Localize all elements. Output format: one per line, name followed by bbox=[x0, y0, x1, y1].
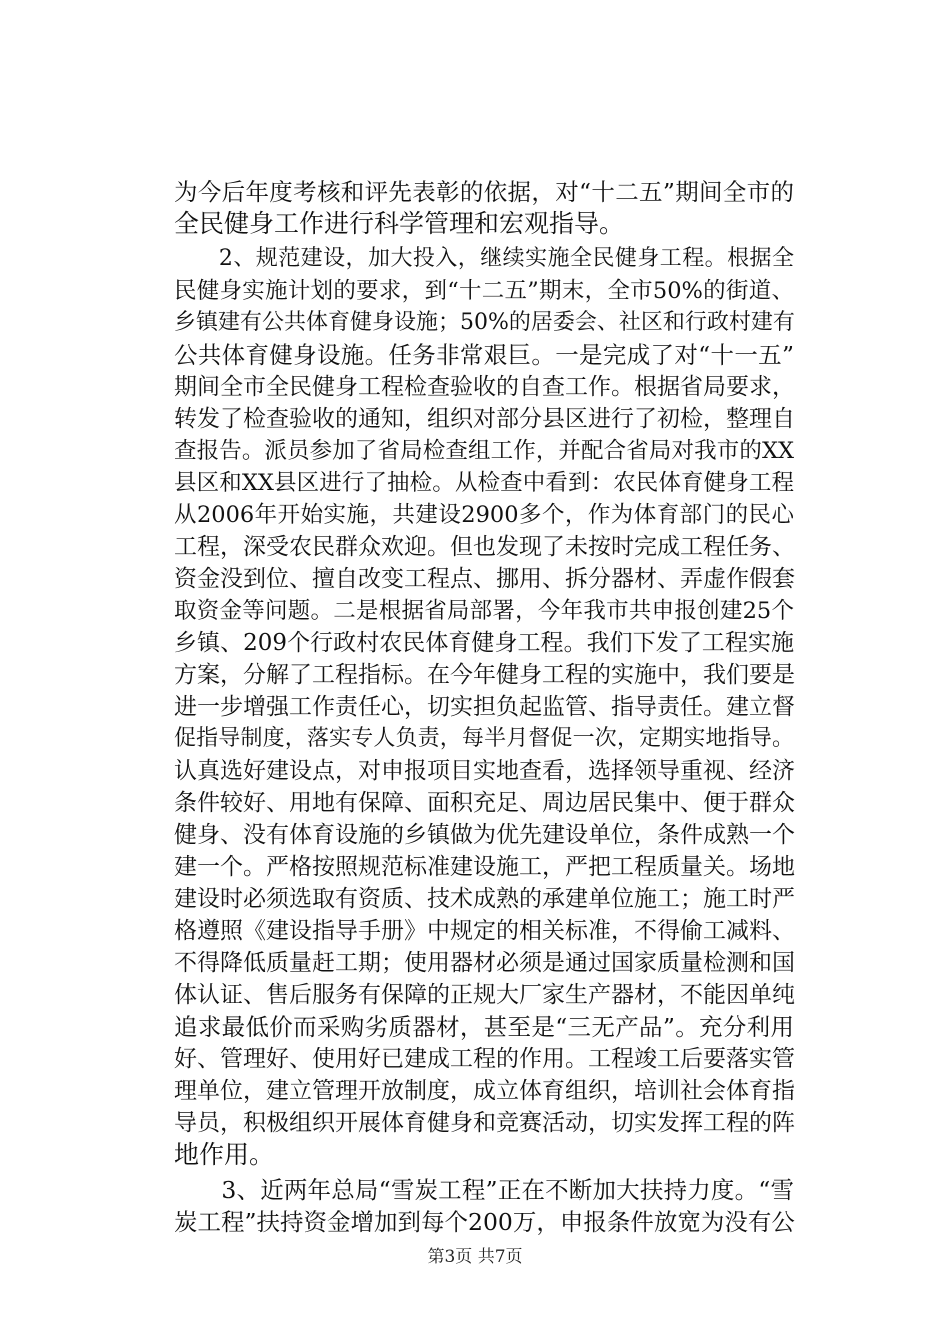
text-line: 县区和XX县区进行了抽检。从检查中看到：农民体育健身工程 bbox=[174, 470, 794, 496]
text-line: 公共体育健身设施。任务非常艰巨。一是完成了对“十一五” bbox=[174, 341, 794, 369]
text-line: 地作用。 bbox=[174, 1140, 275, 1169]
text-line: 转发了检查验收的通知，组织对部分县区进行了初检，整理自 bbox=[174, 406, 795, 432]
text-line: 期间全市全民健身工程检查验收的自查工作。根据省局要求， bbox=[174, 374, 795, 400]
text-line: 促指导制度，落实专人负责，每半月督促一次，定期实地指导。 bbox=[174, 726, 794, 751]
text-line: 2、规范建设，加大投入，继续实施全民健身工程。根据全 bbox=[174, 246, 794, 271]
text-line: 方案，分解了工程指标。在今年健身工程的实施中，我们要是 bbox=[174, 662, 795, 688]
text-line: 体认证、售后服务有保障的正规大厂家生产器材，不能因单纯 bbox=[174, 982, 795, 1008]
text-line: 乡镇建有公共体育健身设施；50%的居委会、社区和行政村建有 bbox=[174, 310, 795, 335]
text-line: 资金没到位、擅自改变工程点、挪用、拆分器材、弄虚作假套 bbox=[174, 566, 795, 592]
page-number-footer: 第3页 共7页 bbox=[427, 1247, 523, 1267]
text-line: 炭工程”扶持资金增加到每个200万，申报条件放宽为没有公 bbox=[174, 1208, 795, 1236]
text-line: 乡镇、209个行政村农民体育健身工程。我们下发了工程实施 bbox=[174, 630, 794, 656]
text-line: 理单位，建立管理开放制度，成立体育组织，培训社会体育指 bbox=[174, 1078, 795, 1104]
text-line: 建设时必须选取有资质、技术成熟的承建单位施工；施工时严 bbox=[174, 886, 795, 912]
text-line: 条件较好、用地有保障、面积充足、周边居民集中、便于群众 bbox=[174, 790, 795, 816]
text-line: 为今后年度考核和评先表彰的依据，对“十二五”期间全市的 bbox=[174, 178, 794, 206]
text-line: 健身、没有体育设施的乡镇做为优先建设单位，条件成熟一个 bbox=[174, 822, 795, 848]
text-line: 建一个。严格按照规范标准建设施工，严把工程质量关。场地 bbox=[174, 854, 795, 880]
text-line: 导员，积极组织开展体育健身和竞赛活动，切实发挥工程的阵 bbox=[174, 1110, 795, 1136]
text-line: 不得降低质量赶工期；使用器材必须是通过国家质量检测和国 bbox=[174, 950, 795, 976]
text-line: 取资金等问题。二是根据省局部署，今年我市共申报创建25个 bbox=[174, 598, 794, 624]
text-line: 认真选好建设点，对申报项目实地查看，选择领导重视、经济 bbox=[174, 758, 795, 784]
text-line: 3、近两年总局“雪炭工程”正在不断加大扶持力度。“雪 bbox=[174, 1176, 794, 1204]
text-line: 全民健身工作进行科学管理和宏观指导。 bbox=[174, 209, 625, 238]
text-line: 进一步增强工作责任心，切实担负起监管、指导责任。建立督 bbox=[174, 694, 795, 720]
text-line: 追求最低价而采购劣质器材，甚至是“三无产品”。充分利用 bbox=[174, 1013, 794, 1041]
text-line: 查报告。派员参加了省局检查组工作，并配合省局对我市的XX bbox=[174, 438, 794, 464]
text-line: 民健身实施计划的要求，到“十二五”期末，全市50%的街道、 bbox=[174, 278, 794, 304]
text-line: 工程，深受农民群众欢迎。但也发现了未按时完成工程任务、 bbox=[174, 534, 795, 560]
text-line: 格遵照《建设指导手册》中规定的相关标准，不得偷工减料、 bbox=[174, 918, 795, 944]
text-line: 从2006年开始实施，共建设2900多个，作为体育部门的民心 bbox=[174, 502, 794, 528]
text-line: 好、管理好、使用好已建成工程的作用。工程竣工后要落实管 bbox=[174, 1046, 795, 1072]
